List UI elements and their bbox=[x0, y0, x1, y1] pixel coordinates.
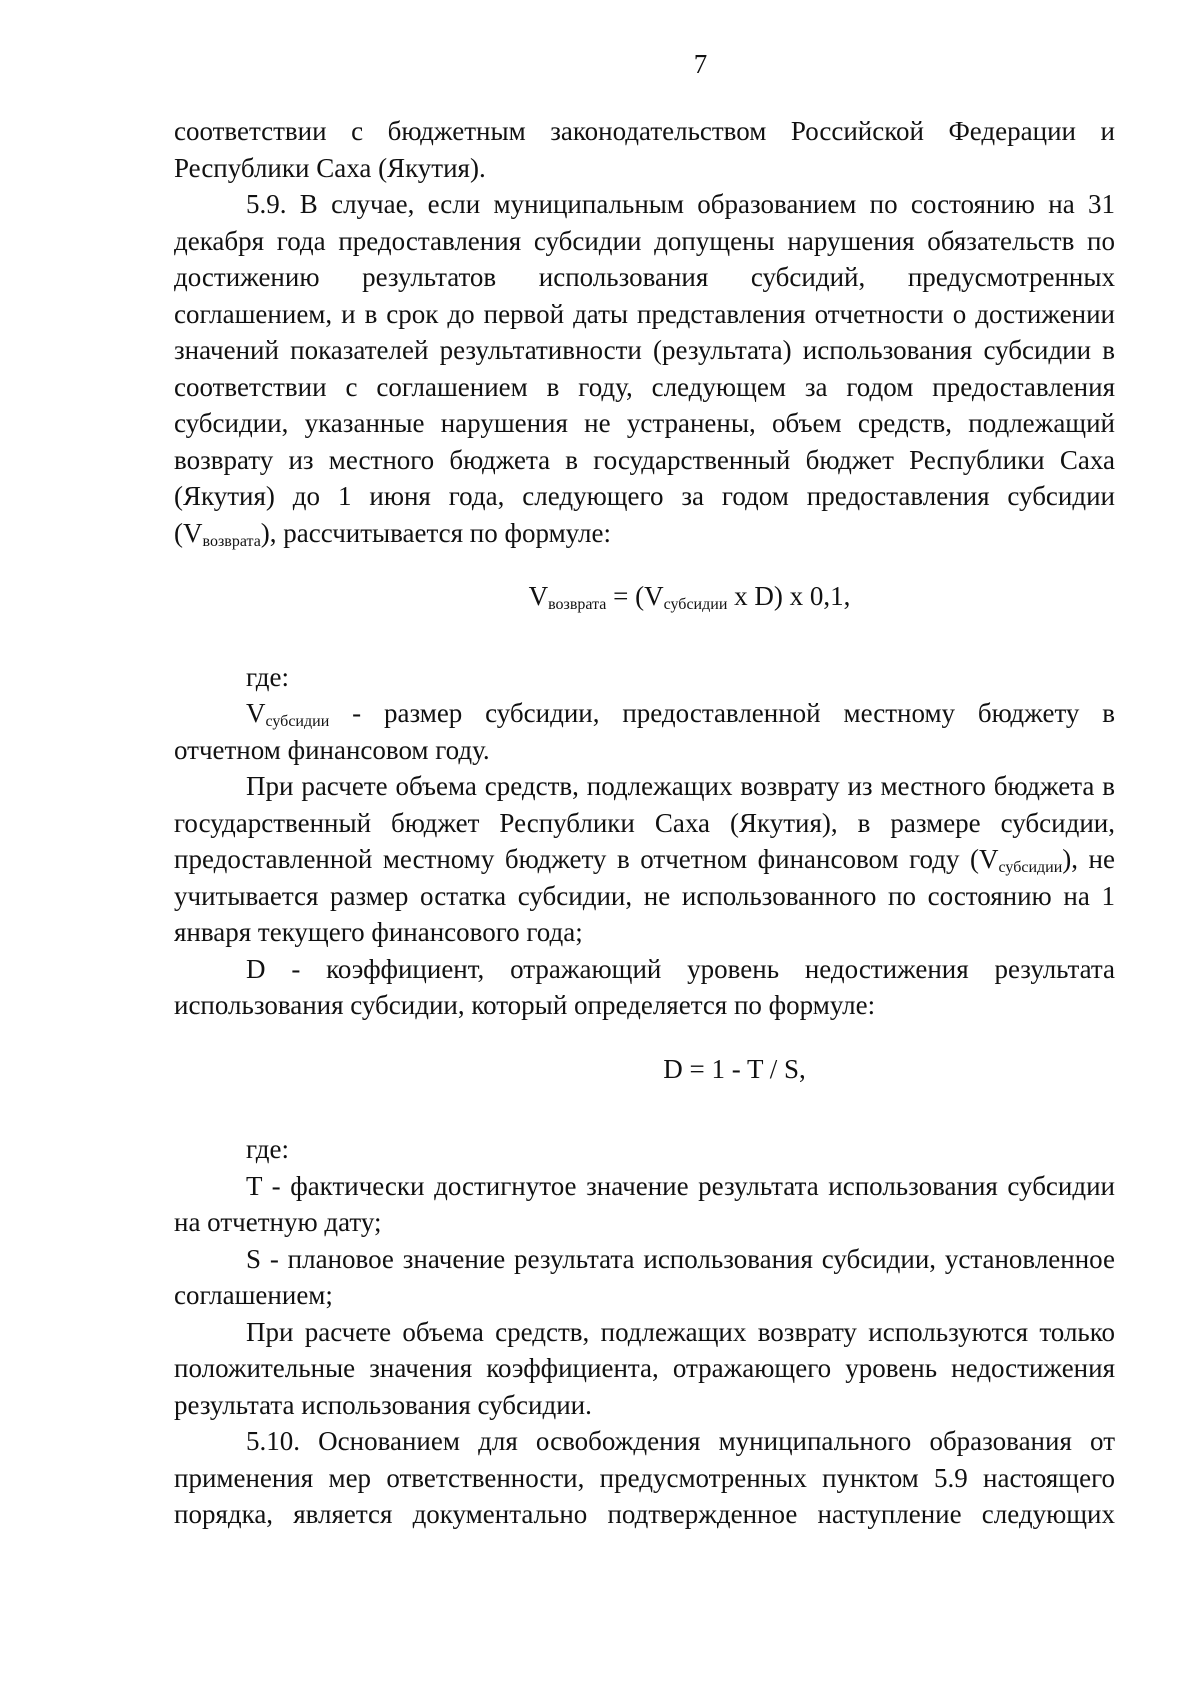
formula-1-tail: x D) x 0,1, bbox=[727, 581, 851, 611]
subscript-vozvrata: возврата bbox=[202, 532, 261, 550]
formula-v-vozvrata bbox=[174, 578, 1115, 615]
paragraph-continuation: соответствии с бюджетным законодательством Российской Федерации и Республики Саха (Якутия). bbox=[174, 116, 1115, 183]
paragraph-d-coefficient: D - коэффициент, отражающий уровень недостижения результата использования субсидии, который определяется по формуле: bbox=[174, 953, 1115, 1020]
v-subsidii-subscript: субсидии bbox=[265, 713, 330, 730]
where-label-2: где: bbox=[246, 1134, 289, 1164]
v-subsidii-definition: - размер субсидии, предоставленной местному бюджету в отчетном финансовом году. bbox=[174, 698, 1115, 765]
formula-1-sub-vozvrata: возврата bbox=[548, 596, 607, 613]
formula-1-sub-subsidii: субсидии bbox=[663, 596, 728, 613]
paragraph-5-9-text: 5.9. В случае, если муниципальным образованием по состоянию на 31 декабря года предоставления субсидии допущены нарушения обязательств по достижению результатов использования субсидий, предусмотренных соглашением, и в срок до первой даты представления отчетности о достижении значений показателей результативности (результата) использования субсидии в соответствии с соглашением в году, следующем за годом предоставления субсидии, указанные нарушения не устранены, объем средств, подлежащий возврату из местного бюджета в государственный бюджет Республики Саха (Якутия) до 1 июня года, следующего за годом предоставления субсидии (V bbox=[174, 189, 1115, 548]
formula-1-mid: = (V bbox=[606, 581, 664, 611]
where-label-1: где: bbox=[246, 661, 289, 692]
paragraph-5-9 bbox=[174, 186, 1115, 551]
formula-1-v: V bbox=[528, 581, 549, 611]
paragraph-t-definition: T - фактически достигнутое значение результата использования субсидии на отчетную дату; bbox=[174, 1170, 1115, 1237]
calculation-note-subscript: субсидии bbox=[998, 859, 1063, 876]
v-subsidii-symbol: V bbox=[246, 698, 266, 728]
paragraph-5-10: 5.10. Основанием для освобождения муниципального образования от применения мер ответственности, предусмотренных пунктом 5.9 настоящего порядка, является документально подтвержденное наступление следующих bbox=[174, 1426, 1115, 1529]
page-number: 7 bbox=[693, 49, 708, 79]
calculation-note-text: При расчете объема средств, подлежащих возврату из местного бюджета в государственный бюджет Республики Саха (Якутия), в размере субсидии, предоставленной местному бюджету в отчетном финансовом году (V bbox=[174, 771, 1115, 874]
paragraph-v-subsidii bbox=[174, 695, 1115, 768]
paragraph-5-9-tail: ), рассчитывается по формуле: bbox=[260, 517, 611, 548]
formula-d: D = 1 - T / S, bbox=[663, 1053, 806, 1084]
paragraph-s-definition: S - плановое значение результата использования субсидии, установленное соглашением; bbox=[174, 1243, 1115, 1310]
paragraph-positive-values: При расчете объема средств, подлежащих возврату используются только положительные значения коэффициента, отражающего уровень недостижения результата использования субсидии. bbox=[174, 1316, 1115, 1420]
paragraph-calculation-note bbox=[174, 768, 1115, 951]
calculation-note-tail: ), не учитывается размер остатка субсидии, не использованного по состоянию на 1 января текущего финансового года; bbox=[174, 844, 1115, 947]
